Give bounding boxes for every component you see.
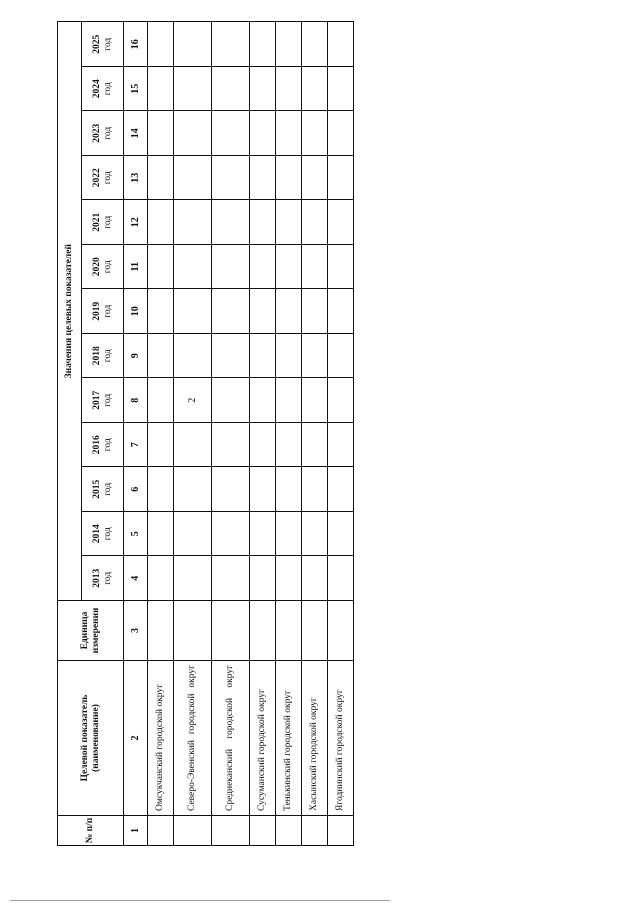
value-cell (302, 334, 328, 379)
column-number: 1 (124, 816, 148, 846)
value-cell (328, 245, 354, 290)
column-number: 11 (124, 245, 148, 290)
column-number: 16 (124, 22, 148, 67)
value-cell (212, 378, 250, 423)
value-cell (250, 378, 276, 423)
header-unit: Единица измерения (58, 601, 124, 661)
value-cell (174, 111, 212, 156)
year-label: 2013 (92, 568, 103, 588)
value-cell (276, 334, 302, 379)
unit-cell (148, 601, 174, 661)
value-cell (302, 423, 328, 468)
value-cell (328, 423, 354, 468)
header-values-group: Значения целевых показателей (58, 22, 82, 601)
value-cell (302, 512, 328, 557)
value-cell (276, 467, 302, 512)
value-cell (174, 67, 212, 112)
value-cell (250, 22, 276, 67)
value-cell (302, 200, 328, 245)
year-label: 2019 (92, 301, 103, 321)
unit-cell (328, 601, 354, 661)
value-cell (276, 67, 302, 112)
value-cell (328, 556, 354, 601)
value-cell (302, 245, 328, 290)
column-number: 8 (124, 378, 148, 423)
year-suffix: год (102, 171, 113, 185)
value-cell (174, 556, 212, 601)
value-cell (250, 156, 276, 201)
row-number-cell (328, 816, 354, 846)
value-cell (302, 467, 328, 512)
value-cell (250, 423, 276, 468)
value-cell (328, 22, 354, 67)
indicator-name: Омсукчанский городской округ (148, 661, 174, 816)
value-cell (212, 111, 250, 156)
indicator-name: Тенькинский городской округ (276, 661, 302, 816)
year-header-2023 (82, 111, 124, 156)
year-label: 2020 (92, 257, 103, 277)
value-cell (328, 467, 354, 512)
column-number: 2 (124, 661, 148, 816)
year-header-2024 (82, 67, 124, 112)
year-suffix: год (102, 304, 113, 318)
value-cell (276, 289, 302, 334)
value-cell (276, 245, 302, 290)
column-number: 4 (124, 556, 148, 601)
value-cell (302, 67, 328, 112)
column-number-row (124, 22, 148, 846)
unit-cell (174, 601, 212, 661)
column-number: 13 (124, 156, 148, 201)
year-label: 2021 (92, 212, 103, 232)
year-suffix: год (102, 82, 113, 96)
column-number: 3 (124, 601, 148, 661)
value-cell (250, 67, 276, 112)
year-label: 2015 (92, 479, 103, 499)
value-cell (148, 200, 174, 245)
unit-cell (212, 601, 250, 661)
table-row (302, 22, 328, 846)
column-number: 15 (124, 67, 148, 112)
value-cell (302, 22, 328, 67)
row-number-cell (212, 816, 250, 846)
value-cell (174, 467, 212, 512)
value-cell (250, 556, 276, 601)
indicator-name: Северо-Эвенский городской округ (174, 661, 212, 816)
column-number: 6 (124, 467, 148, 512)
year-header-2013 (82, 556, 124, 601)
year-suffix: год (102, 349, 113, 363)
value-cell (148, 556, 174, 601)
value-cell (174, 156, 212, 201)
value-cell (328, 512, 354, 557)
value-cell (250, 512, 276, 557)
value-cell (174, 334, 212, 379)
unit-cell (302, 601, 328, 661)
year-label: 2014 (92, 524, 103, 544)
value-cell (302, 556, 328, 601)
value-cell (328, 200, 354, 245)
column-number: 9 (124, 334, 148, 379)
value-cell (148, 156, 174, 201)
value-cell (302, 156, 328, 201)
rotated-table-wrapper (57, 22, 346, 846)
year-header-2018 (82, 334, 124, 379)
table-body (148, 22, 354, 846)
year-header-2014 (82, 512, 124, 557)
value-cell (250, 467, 276, 512)
rotated-page (57, 22, 346, 846)
indicator-name: Ягоднинский городской округ (328, 661, 354, 816)
year-suffix: год (102, 571, 113, 585)
indicator-name: Хасынский городской округ (302, 661, 328, 816)
value-cell (276, 156, 302, 201)
value-cell (174, 289, 212, 334)
value-cell (148, 245, 174, 290)
value-cell (148, 334, 174, 379)
value-cell (212, 156, 250, 201)
table-row (212, 22, 250, 846)
value-cell (328, 67, 354, 112)
indicator-name: Сусуманский городской округ (250, 661, 276, 816)
value-cell (302, 378, 328, 423)
value-cell (212, 467, 250, 512)
column-number: 5 (124, 512, 148, 557)
table-row (174, 22, 212, 846)
value-cell (148, 512, 174, 557)
unit-cell (250, 601, 276, 661)
year-header-2020 (82, 245, 124, 290)
year-suffix: год (102, 527, 113, 541)
value-cell (250, 289, 276, 334)
value-cell (174, 423, 212, 468)
header-num: № п/п (58, 816, 124, 846)
year-label: 2022 (92, 168, 103, 188)
year-label: 2018 (92, 346, 103, 366)
year-header-2021 (82, 200, 124, 245)
column-number: 14 (124, 111, 148, 156)
value-cell (250, 334, 276, 379)
column-number: 12 (124, 200, 148, 245)
value-cell (148, 111, 174, 156)
value-cell (148, 289, 174, 334)
table-row (328, 22, 354, 846)
year-suffix: год (102, 37, 113, 51)
value-cell (148, 467, 174, 512)
table-row (148, 22, 174, 846)
year-header-2022 (82, 156, 124, 201)
value-cell (276, 111, 302, 156)
year-header-2016 (82, 423, 124, 468)
value-cell (276, 512, 302, 557)
year-label: 2025 (92, 34, 103, 54)
column-number: 7 (124, 423, 148, 468)
value-cell (212, 289, 250, 334)
value-cell (148, 22, 174, 67)
row-number-cell (148, 816, 174, 846)
year-header-2019 (82, 289, 124, 334)
year-label: 2016 (92, 435, 103, 455)
row-number-cell (276, 816, 302, 846)
row-number-cell (250, 816, 276, 846)
year-header-2017 (82, 378, 124, 423)
value-cell (212, 22, 250, 67)
value-cell (276, 22, 302, 67)
header-indicator: Целевой показатель (наименование) (58, 661, 124, 816)
year-suffix: год (102, 482, 113, 496)
row-number-cell (302, 816, 328, 846)
value-cell: 2 (174, 378, 212, 423)
value-cell (148, 423, 174, 468)
value-cell (212, 245, 250, 290)
value-cell (328, 156, 354, 201)
year-label: 2024 (92, 79, 103, 99)
value-cell (328, 378, 354, 423)
value-cell (276, 423, 302, 468)
column-number: 10 (124, 289, 148, 334)
value-cell (328, 334, 354, 379)
footer-rule (10, 900, 390, 901)
year-header-2025 (82, 22, 124, 67)
value-cell (250, 111, 276, 156)
year-suffix: год (102, 393, 113, 407)
value-cell (174, 22, 212, 67)
value-cell (212, 67, 250, 112)
value-cell (148, 378, 174, 423)
year-label: 2023 (92, 123, 103, 143)
value-cell (174, 512, 212, 557)
value-cell (174, 245, 212, 290)
value-cell (148, 67, 174, 112)
value-cell (276, 378, 302, 423)
year-suffix: год (102, 126, 113, 140)
year-label: 2017 (92, 390, 103, 410)
value-cell (212, 423, 250, 468)
value-cell (302, 289, 328, 334)
value-cell (328, 289, 354, 334)
value-cell (328, 111, 354, 156)
target-indicators-table (57, 21, 354, 846)
table-row (250, 22, 276, 846)
value-cell (212, 334, 250, 379)
unit-cell (276, 601, 302, 661)
value-cell (302, 111, 328, 156)
indicator-name: Среднеканский городской округ (212, 661, 250, 816)
value-cell (250, 200, 276, 245)
value-cell (174, 200, 212, 245)
value-cell (212, 556, 250, 601)
value-cell (276, 556, 302, 601)
row-number-cell (174, 816, 212, 846)
year-suffix: год (102, 215, 113, 229)
table-row (276, 22, 302, 846)
year-suffix: год (102, 260, 113, 274)
year-header-2015 (82, 467, 124, 512)
value-cell (212, 512, 250, 557)
value-cell (212, 200, 250, 245)
value-cell (276, 200, 302, 245)
year-suffix: год (102, 438, 113, 452)
value-cell (250, 245, 276, 290)
